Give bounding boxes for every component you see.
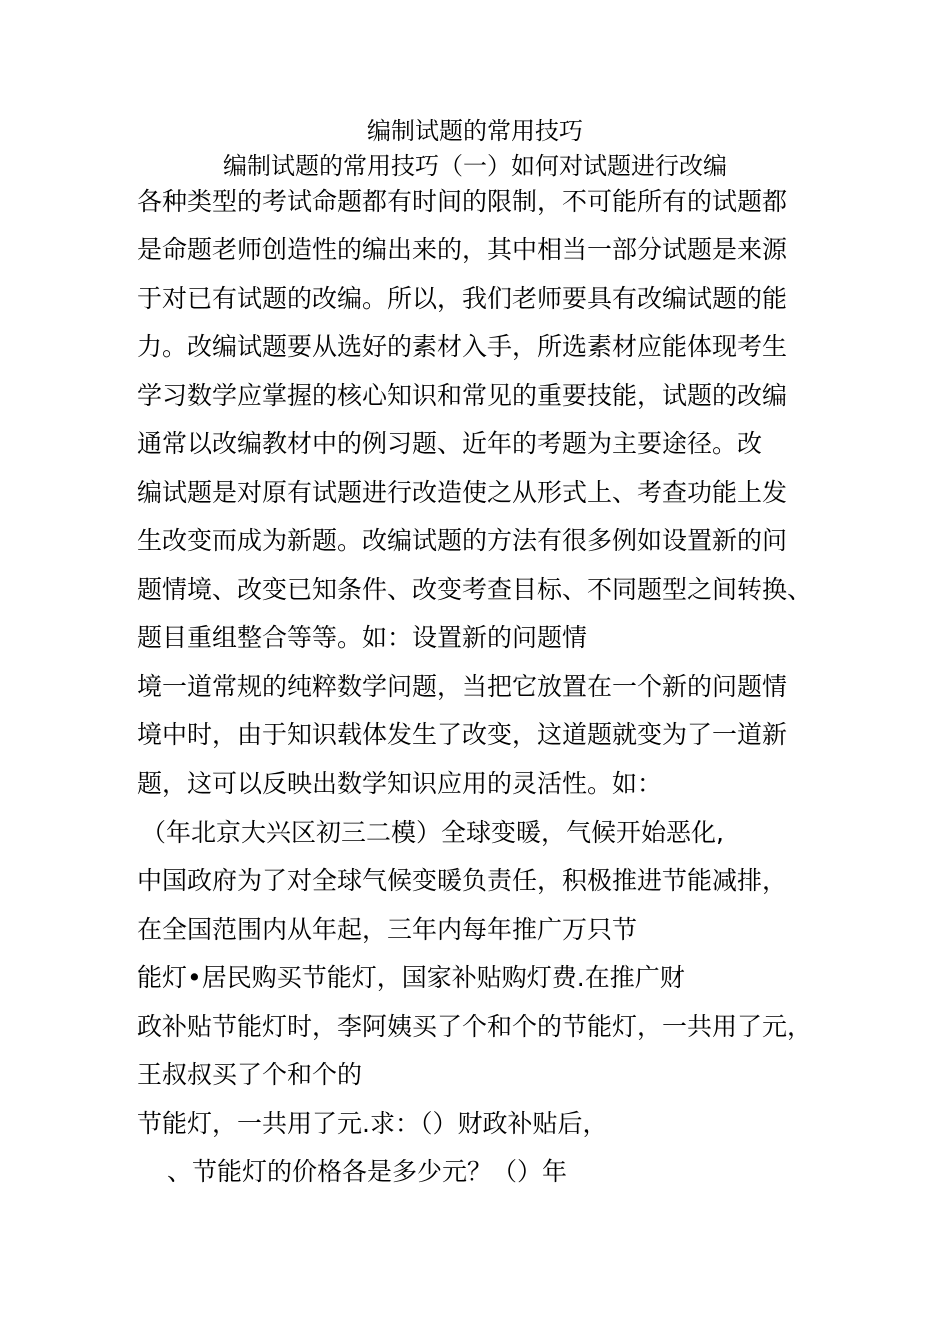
paragraph-line: 学习数学应掌握的核心知识和常见的重要技能，试题的改编 [137, 381, 788, 410]
paragraph-line: 各种类型的考试命题都有时间的限制，不可能所有的试题都 [137, 187, 788, 216]
paragraph-line: 生改变而成为新题。改编试题的方法有很多例如设置新的问 [137, 526, 788, 555]
paragraph-line: 境一道常规的纯粹数学问题，当把它放置在一个新的问题情 [137, 672, 788, 701]
paragraph-line: 通常以改编教材中的例习题、近年的考题为主要途径。改 [137, 429, 763, 458]
paragraph-line: 题，这可以反映出数学知识应用的灵活性。如： [137, 769, 663, 798]
paragraph-line: 在全国范围内从年起，三年内每年推广万只节 [137, 915, 638, 944]
paragraph-line: 中国政府为了对全球气候变暖负责任，积极推进节能减排， [137, 866, 788, 895]
paragraph-line: （年北京大兴区初三二模）全球变暖，气候开始恶化, [141, 818, 724, 847]
paragraph-line: 节能灯，一共用了元.求：（）财政补贴后， [137, 1109, 608, 1138]
document-subtitle: 编制试题的常用技巧（一）如何对试题进行改编 [223, 152, 727, 180]
paragraph-line: 政补贴节能灯时，李阿姨买了个和个的节能灯，一共用了元， [137, 1012, 813, 1041]
paragraph-line: 、节能灯的价格各是多少元？（）年 [167, 1157, 568, 1186]
paragraph-line: 王叔叔买了个和个的 [137, 1060, 363, 1089]
paragraph-line: 境中时，由于知识载体发生了改变，这道题就变为了一道新 [137, 720, 788, 749]
paragraph-line: 能灯•居民购买节能灯，国家补贴购灯费.在推广财 [137, 963, 685, 992]
paragraph-line: 题目重组整合等等。如：设置新的问题情 [137, 623, 588, 652]
document-title: 编制试题的常用技巧 [367, 117, 583, 145]
paragraph-line: 编试题是对原有试题进行改造使之从形式上、考查功能上发 [137, 478, 788, 507]
paragraph-line: 力。改编试题要从选好的素材入手，所选素材应能体现考生 [137, 332, 788, 361]
paragraph-line: 于对已有试题的改编。所以，我们老师要具有改编试题的能 [137, 284, 788, 313]
paragraph-line: 是命题老师创造性的编出来的，其中相当一部分试题是来源 [137, 235, 788, 264]
paragraph-line: 题情境、改变已知条件、改变考查目标、不同题型之间转换、 [137, 575, 813, 604]
